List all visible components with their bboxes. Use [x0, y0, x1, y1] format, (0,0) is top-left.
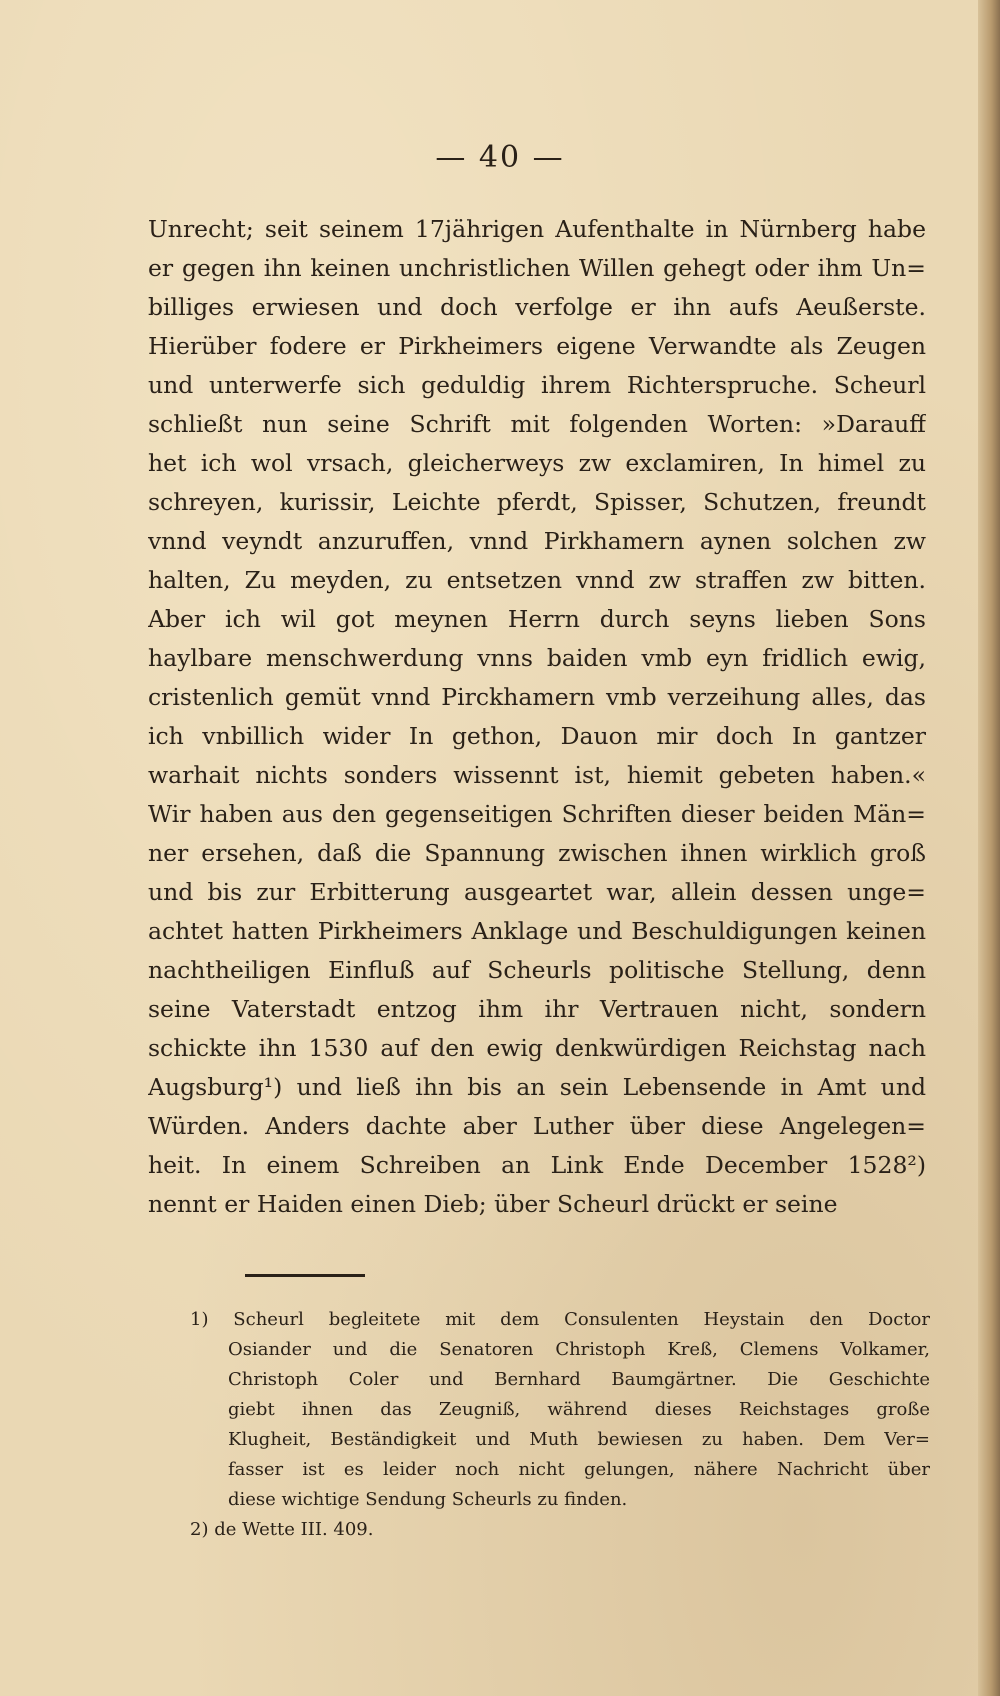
text-line: nachtheiligen Einfluß auf Scheurls politische Stellung, denn — [148, 956, 926, 984]
text-line: seine Vaterstadt entzog ihm ihr Vertrauen nicht, sondern — [148, 995, 926, 1023]
page-number: — 40 — — [435, 140, 565, 175]
text-line: haylbare menschwerdung vnns baiden vmb eyn fridlich ewig, — [148, 644, 926, 672]
text-line: vnnd veyndt anzuruffen, vnnd Pirkhamern aynen solchen zw — [148, 527, 926, 555]
text-line: Augsburg¹) und ließ ihn bis an sein Lebensende in Amt und — [148, 1073, 926, 1101]
text-line: cristenlich gemüt vnnd Pirckhamern vmb verzeihung alles, das — [148, 683, 926, 711]
text-line: Wir haben aus den gegenseitigen Schriften dieser beiden Män= — [148, 800, 926, 828]
footnote-line: fasser ist es leider noch nicht gelungen, nähere Nachricht über — [228, 1459, 930, 1480]
footnote-line: Klugheit, Beständigkeit und Muth bewiesen zu haben. Dem Ver= — [228, 1429, 930, 1450]
footnote-line: 1) Scheurl begleitete mit dem Consulenten Heystain den Doctor — [190, 1309, 930, 1330]
text-line: billiges erwiesen und doch verfolge er ihn aufs Aeußerste. — [148, 293, 926, 321]
text-line: nennt er Haiden einen Dieb; über Scheurl drückt er seine — [148, 1190, 838, 1218]
footnote-line: diese wichtige Sendung Scheurls zu finden. — [228, 1489, 628, 1510]
text-line: Hierüber fodere er Pirkheimers eigene Verwandte als Zeugen — [148, 332, 926, 360]
text-line: und unterwerfe sich geduldig ihrem Richterspruche. Scheurl — [148, 371, 926, 399]
text-line: schickte ihn 1530 auf den ewig denkwürdigen Reichstag nach — [148, 1034, 926, 1062]
footnote-line: Osiander und die Senatoren Christoph Kreß, Clemens Volkamer, — [228, 1339, 930, 1360]
text-line: Würden. Anders dachte aber Luther über diese Angelegen= — [148, 1112, 926, 1140]
text-line: Aber ich wil got meynen Herrn durch seyns lieben Sons — [148, 605, 926, 633]
footnote-line: Christoph Coler und Bernhard Baumgärtner. Die Geschichte — [228, 1369, 930, 1390]
text-line: schreyen, kurissir, Leichte pferdt, Spisser, Schutzen, freundt — [148, 488, 926, 516]
text-line: ner ersehen, daß die Spannung zwischen ihnen wirklich groß — [148, 839, 926, 867]
text-line: heit. In einem Schreiben an Link Ende December 1528²) — [148, 1151, 926, 1179]
main-text — [148, 210, 926, 1224]
footnote-line: 2) de Wette III. 409. — [190, 1519, 374, 1540]
footnote-line: giebt ihnen das Zeugniß, während dieses Reichstages große — [228, 1399, 930, 1420]
text-line: warhait nichts sonders wissennt ist, hiemit gebeten haben.« — [148, 761, 926, 789]
footnote-separator — [245, 1274, 365, 1277]
footnotes — [190, 1305, 930, 1545]
text-line: und bis zur Erbitterung ausgeartet war, allein dessen unge= — [148, 878, 926, 906]
text-line: er gegen ihn keinen unchristlichen Willen gehegt oder ihm Un= — [148, 254, 926, 282]
text-line: schließt nun seine Schrift mit folgenden Worten: »Darauff — [148, 410, 926, 438]
text-line: ich vnbillich wider In gethon, Dauon mir doch In gantzer — [148, 722, 926, 750]
text-line: halten, Zu meyden, zu entsetzen vnnd zw straffen zw bitten. — [148, 566, 926, 594]
page-edge — [978, 0, 1000, 1696]
text-line: achtet hatten Pirkheimers Anklage und Beschuldigungen keinen — [148, 917, 926, 945]
text-line: Unrecht; seit seinem 17jährigen Aufenthalte in Nürnberg habe — [148, 215, 926, 243]
text-line: het ich wol vrsach, gleicherweys zw exclamiren, In himel zu — [148, 449, 926, 477]
